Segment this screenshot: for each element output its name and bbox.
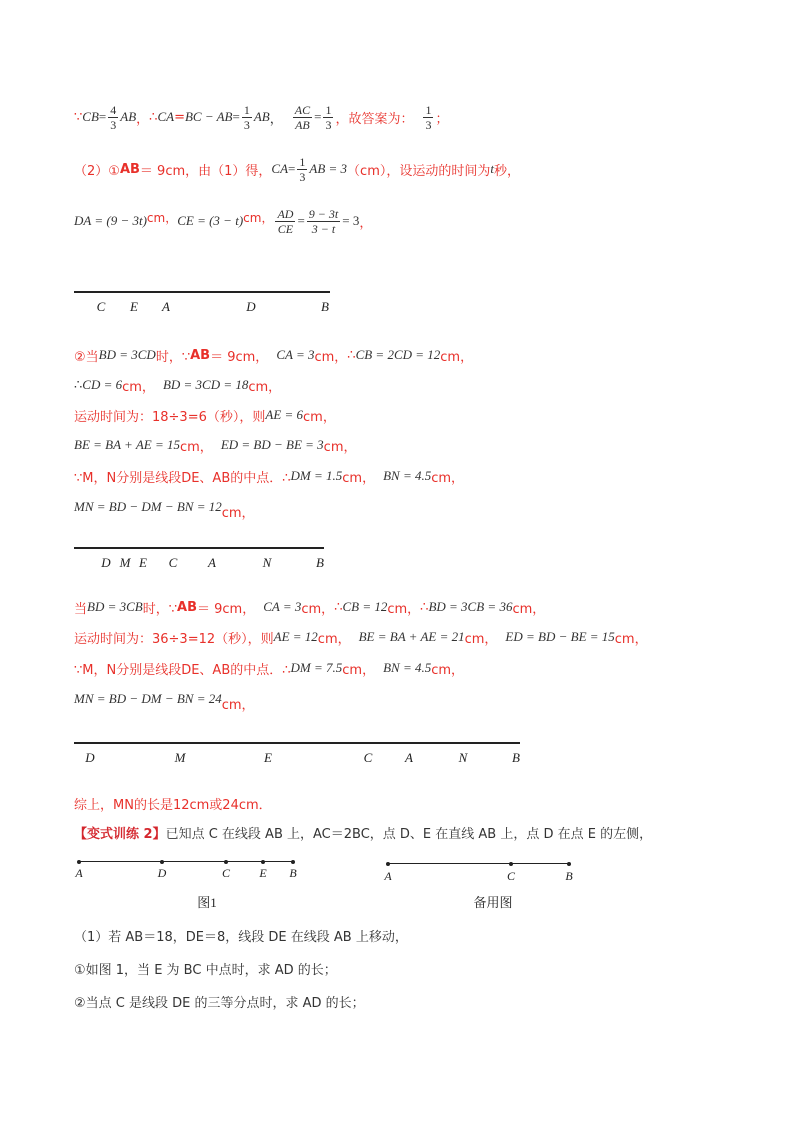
fig1-point-e: E xyxy=(130,299,138,314)
fraction-ad-ce xyxy=(275,208,295,235)
case3-line-1 xyxy=(74,590,545,624)
ca-label: CA xyxy=(157,109,175,124)
denominator: 3 − t xyxy=(311,221,336,236)
figure-2-line xyxy=(74,547,324,549)
figure-5-line xyxy=(388,863,570,864)
time-text: 运动时间为：18÷3=6（秒），则 xyxy=(74,409,266,425)
fig3-point-m: M xyxy=(174,750,186,765)
dm-expression: DM = 1.5 xyxy=(290,468,343,483)
denominator: 3 xyxy=(299,169,306,184)
ae-expression: AE = 6 xyxy=(265,407,304,422)
cb-expression: CB = 2CD = 12 xyxy=(355,347,441,362)
fig2-point-c: C xyxy=(168,555,178,570)
case2-line-2 xyxy=(74,368,281,402)
fig4-point-d: D xyxy=(157,866,167,880)
figure-1-line xyxy=(74,291,330,293)
fig5-point-a: A xyxy=(384,869,392,883)
equals: = xyxy=(98,109,107,124)
midpoint-text: ∵M，N分别是线段DE、AB的中点．∴ xyxy=(74,662,291,678)
numerator: 4 xyxy=(110,102,117,117)
exercise-title: 【变式训练 2】 xyxy=(74,826,166,842)
fraction-ac-ab xyxy=(293,104,312,131)
fig2-point-e: E xyxy=(139,555,147,570)
unit-cm: cm， xyxy=(314,349,348,365)
therefore-symbol: ∴ xyxy=(420,599,429,615)
text: ＝ 9cm， xyxy=(210,349,269,365)
ab-value-text: ＝ 9cm，由（1）得， xyxy=(139,163,272,179)
cb-expression: CB = 12 xyxy=(342,599,388,614)
fig4-point-a: A xyxy=(75,866,83,880)
numerator: 1 xyxy=(425,102,432,117)
fraction-1-3 xyxy=(297,156,307,183)
fig5-dot-a xyxy=(386,862,390,866)
unit-cm: cm， xyxy=(342,470,376,486)
fraction-answer xyxy=(423,104,433,131)
fig4-dot-e xyxy=(261,860,265,864)
denominator: 3 xyxy=(243,117,250,132)
text: 时，∵ xyxy=(142,601,178,617)
fig2-point-a: A xyxy=(208,555,216,570)
therefore-symbol: ∴ xyxy=(149,109,158,125)
unit-cm: cm， xyxy=(614,631,648,647)
because-symbol: ∵ xyxy=(74,109,83,125)
question-1b: ②当点 C 是线段 DE 的三等分点时，求 AD 的长； xyxy=(74,995,365,1011)
fig5-dot-b xyxy=(567,862,571,866)
fig5-point-c: C xyxy=(506,869,516,883)
fig5-dot-c xyxy=(509,862,513,866)
bd-expression: BD = 3CD xyxy=(98,347,156,362)
ab-eq-3: AB = 3 xyxy=(309,161,348,176)
numerator: AC xyxy=(294,102,311,117)
fig1-point-c: C xyxy=(96,299,106,314)
t-variable: t xyxy=(490,161,494,176)
exercise-text: 已知点 C 在线段 AB 上，AC＝2BC，点 D、E 在直线 AB 上，点 D 在点 E 的左侧， xyxy=(165,826,653,842)
therefore-symbol: ∴ xyxy=(347,347,356,363)
be-expression: BE = BA + AE = 15 xyxy=(74,437,180,452)
bn-expression: BN = 4.5 xyxy=(383,468,432,483)
fig3-point-b: B xyxy=(512,750,520,765)
unit-text: （cm），设运动的时间为 xyxy=(347,163,491,179)
fig3-point-e: E xyxy=(264,750,272,765)
case3-line-3 xyxy=(74,651,464,685)
equals: = xyxy=(232,109,240,124)
unit-cm: cm， xyxy=(301,601,335,617)
denominator: 3 xyxy=(325,117,332,132)
case2-line-4 xyxy=(74,428,356,462)
text: 时，∵ xyxy=(155,349,191,365)
therefore-symbol: ∴ xyxy=(74,377,83,392)
fig1-point-d: D xyxy=(246,299,256,314)
bd-expression: BD = 3CD = 18 xyxy=(162,377,249,392)
fig4-dot-d xyxy=(160,860,164,864)
fig5-caption: 备用图 xyxy=(473,895,513,910)
solution-line-1 xyxy=(74,100,448,134)
numerator: 1 xyxy=(243,102,250,117)
ca-label: CA xyxy=(271,161,289,176)
ab-label: AB xyxy=(177,599,197,615)
fig4-point-c: C xyxy=(221,866,231,880)
question-1a: ①如图 1，当 E 为 BC 中点时，求 AD 的长； xyxy=(74,962,337,978)
da-expression: DA = (9 − 3t) xyxy=(74,213,147,228)
case-prefix: ②当 xyxy=(74,349,99,365)
fig5-point-b: B xyxy=(565,869,573,883)
denominator: 3 xyxy=(425,117,432,132)
unit-cm: cm， xyxy=(431,470,465,486)
fig2-point-d: D xyxy=(101,555,111,570)
fraction-4-3 xyxy=(108,104,118,131)
unit-cm: cm， xyxy=(431,662,465,678)
cd-expression: CD = 6 xyxy=(82,377,123,392)
fig4-dot-c xyxy=(224,860,228,864)
fig4-dot-a xyxy=(77,860,81,864)
comma: ， xyxy=(359,215,373,231)
numerator: AD xyxy=(277,206,294,221)
midpoint-text: ∵M，N分别是线段DE、AB的中点．∴ xyxy=(74,470,291,486)
numerator: 9 − 3t xyxy=(308,206,339,221)
bd-expression: BD = 3CB = 36 xyxy=(428,599,513,614)
denominator: AB xyxy=(295,117,310,132)
fig3-point-d: D xyxy=(85,750,95,765)
fig1-point-b: B xyxy=(321,299,329,314)
bn-expression: BN = 4.5 xyxy=(383,660,432,675)
ab-label: AB xyxy=(120,109,137,124)
dm-expression: DM = 7.5 xyxy=(290,660,343,675)
exercise-line xyxy=(74,815,652,849)
fig4-point-b: B xyxy=(289,866,297,880)
semicolon: ； xyxy=(435,111,449,127)
fraction-expression xyxy=(307,208,340,235)
case3-line-4 xyxy=(74,682,255,716)
solution-line-3 xyxy=(74,204,372,238)
equals-3: = 3 xyxy=(342,213,360,228)
answer-text: ，故答案为： xyxy=(335,111,414,127)
fig3-point-c: C xyxy=(363,750,373,765)
ca-expression: CA = 3 xyxy=(276,347,315,362)
unit-cm: cm， xyxy=(180,439,213,455)
fig2-point-n: N xyxy=(262,555,272,570)
seconds-text: 秒， xyxy=(493,163,520,179)
unit-cm: cm， xyxy=(303,409,336,425)
be-expression: BE = BA + AE = 21 xyxy=(358,629,465,644)
bc-minus-ab: BC − AB xyxy=(184,109,233,124)
text: ＝ 9cm， xyxy=(197,601,256,617)
fig4-point-e: E xyxy=(259,866,267,880)
fig1-point-a: A xyxy=(162,299,170,314)
fig3-point-a: A xyxy=(405,750,413,765)
cb-label: CB xyxy=(82,109,99,124)
unit-cm: cm， xyxy=(512,601,546,617)
mn-expression: MN = BD − DM − BN = 12 xyxy=(74,499,222,514)
question-1: （1）若 AB＝18，DE＝8，线段 DE 在线段 AB 上移动， xyxy=(74,929,408,945)
case-prefix: 当 xyxy=(74,601,88,617)
comma: ， xyxy=(269,110,283,126)
unit-cm: cm， xyxy=(122,379,155,395)
ab-label: AB xyxy=(119,161,140,177)
ae-expression: AE = 12 xyxy=(273,629,318,644)
figure-3-line xyxy=(74,742,520,744)
unit-cm: cm， xyxy=(317,631,351,647)
unit-cm: cm， xyxy=(342,662,376,678)
fig4-caption: 图1 xyxy=(197,895,217,910)
case2-line-6 xyxy=(74,490,255,524)
denominator: CE xyxy=(277,221,294,236)
fraction-1-3 xyxy=(242,104,252,131)
comma: ， xyxy=(136,111,150,127)
unit-cm: cm， xyxy=(464,631,498,647)
unit-cm: cm， xyxy=(323,439,357,455)
solution-line-2 xyxy=(74,152,520,186)
case3-line-2 xyxy=(74,620,648,654)
unit-cm: cm， xyxy=(146,210,178,225)
fig4-dot-b xyxy=(291,860,295,864)
ab-label: AB xyxy=(190,347,211,363)
ca-expression: CA = 3 xyxy=(263,599,302,614)
ab-label: AB xyxy=(253,109,270,124)
case2-line-5 xyxy=(74,459,464,493)
unit-cm: cm， xyxy=(248,379,282,395)
unit-cm: cm， xyxy=(387,601,421,617)
part-2-prefix: （2）① xyxy=(74,163,120,179)
fig2-point-b: B xyxy=(316,555,324,570)
numerator: 1 xyxy=(325,102,332,117)
case2-line-1 xyxy=(74,338,473,372)
equals: = xyxy=(297,213,305,228)
fraction-1-3b xyxy=(323,104,333,131)
ed-expression: ED = BD − BE = 3 xyxy=(220,437,324,452)
mn-expression: MN = BD − DM − BN = 24 xyxy=(74,691,222,706)
equals: = xyxy=(174,109,185,125)
fig2-point-m: M xyxy=(119,555,131,570)
numerator: 1 xyxy=(299,154,306,169)
unit-cm: cm， xyxy=(440,349,474,365)
time-text: 运动时间为：36÷3=12（秒），则 xyxy=(74,631,274,647)
fig3-point-n: N xyxy=(458,750,468,765)
unit-cm: cm， xyxy=(221,697,255,713)
therefore-symbol: ∴ xyxy=(334,599,343,615)
case2-line-3 xyxy=(74,398,336,432)
ed-expression: ED = BD − BE = 15 xyxy=(505,629,615,644)
unit-cm: cm， xyxy=(221,505,255,521)
unit-cm: cm， xyxy=(243,210,274,225)
ce-expression: CE = (3 − t) xyxy=(177,213,244,228)
summary-line: 综上，MN的长是12cm或24cm． xyxy=(74,797,272,813)
equals: = xyxy=(288,161,296,176)
bd-expression: BD = 3CB xyxy=(87,599,143,614)
denominator: 3 xyxy=(110,117,117,132)
equals: = xyxy=(314,109,322,124)
